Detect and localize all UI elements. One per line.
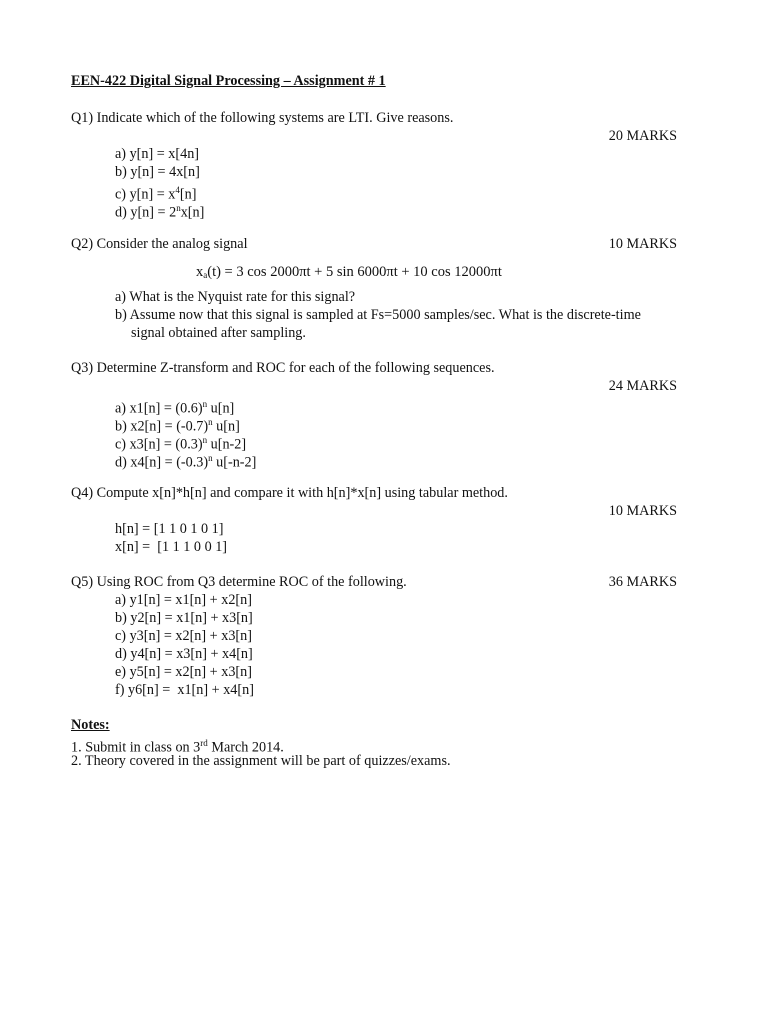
q5-prompt: Q5) Using ROC from Q3 determine ROC of the following.	[71, 574, 407, 590]
q3-item-d: d) $x4[n] = (-0.3)^n$ u[-n-2]	[115, 453, 257, 471]
q4-marks: 10 MARKS	[608, 503, 677, 519]
q1-item-d: d) $y[n] = 2^nx[n]$	[115, 203, 205, 221]
q3-item-a: a) $x1[n] = (0.6)^n$ u[n]	[115, 399, 235, 417]
q1-item-a: a) y[n] = x[4n]	[115, 146, 200, 162]
page-title: EEN-422 Digital Signal Processing – Assignment # 1	[71, 73, 386, 89]
q1-item-b: b) y[n] = 4x[n]	[115, 164, 200, 180]
q3-marks: 24 MARKS	[608, 378, 677, 394]
q2-part-b-line1: b) Assume now that this signal is sampled at Fs=5000 samples/sec. What is the discrete-time	[115, 307, 641, 323]
q1-marks: 20 MARKS	[608, 128, 677, 144]
q5-item-f: f) y6[n] = x1[n] + x4[n]	[115, 682, 254, 698]
q4-prompt: Q4) Compute x[n]*h[n] and compare it with h[n]*x[n] using tabular method.	[71, 485, 508, 501]
q2-part-a: a) What is the Nyquist rate for this signal?	[115, 289, 356, 305]
q3-item-b: b) $x2[n] = (-0.7)^n$ u[n]	[115, 417, 240, 435]
q5-item-d: d) y4[n] = x3[n] + x4[n]	[115, 646, 253, 662]
q1-prompt: Q1) Indicate which of the following systems are LTI. Give reasons.	[71, 110, 454, 126]
notes-heading: Notes:	[71, 717, 110, 733]
q2-prompt: Q2) Consider the analog signal	[71, 236, 248, 252]
q5-item-a: a) y1[n] = x1[n] + x2[n]	[115, 592, 252, 608]
q1-item-c: c) $y[n] = x^4[n]$	[115, 185, 197, 203]
q2-part-b-line2: signal obtained after sampling.	[131, 325, 306, 341]
q2-signal-formula: $x_a(t) = 3$ cos 2000πt + 5 sin 6000πt + 10 cos 12000πt	[196, 264, 502, 280]
q5-marks: 36 MARKS	[608, 574, 677, 590]
q5-item-b: b) y2[n] = x1[n] + x3[n]	[115, 610, 253, 626]
q4-x-sequence: x[n] = [1 1 1 0 0 1]	[115, 539, 228, 555]
q5-item-c: c) y3[n] = x2[n] + x3[n]	[115, 628, 252, 644]
note-1: 1. Submit in class on 3rd March 2014.	[71, 738, 284, 756]
q4-h-sequence: h[n] = [1 1 0 1 0 1]	[115, 521, 224, 537]
note-2: 2. Theory covered in the assignment will be part of quizzes/exams.	[71, 753, 451, 769]
q3-item-c: c) $x3[n] = (0.3)^n$ u[n-2]	[115, 435, 247, 453]
q2-marks: 10 MARKS	[608, 236, 677, 252]
q5-item-e: e) y5[n] = x2[n] + x3[n]	[115, 664, 252, 680]
q3-prompt: Q3) Determine Z-transform and ROC for each of the following sequences.	[71, 360, 495, 376]
